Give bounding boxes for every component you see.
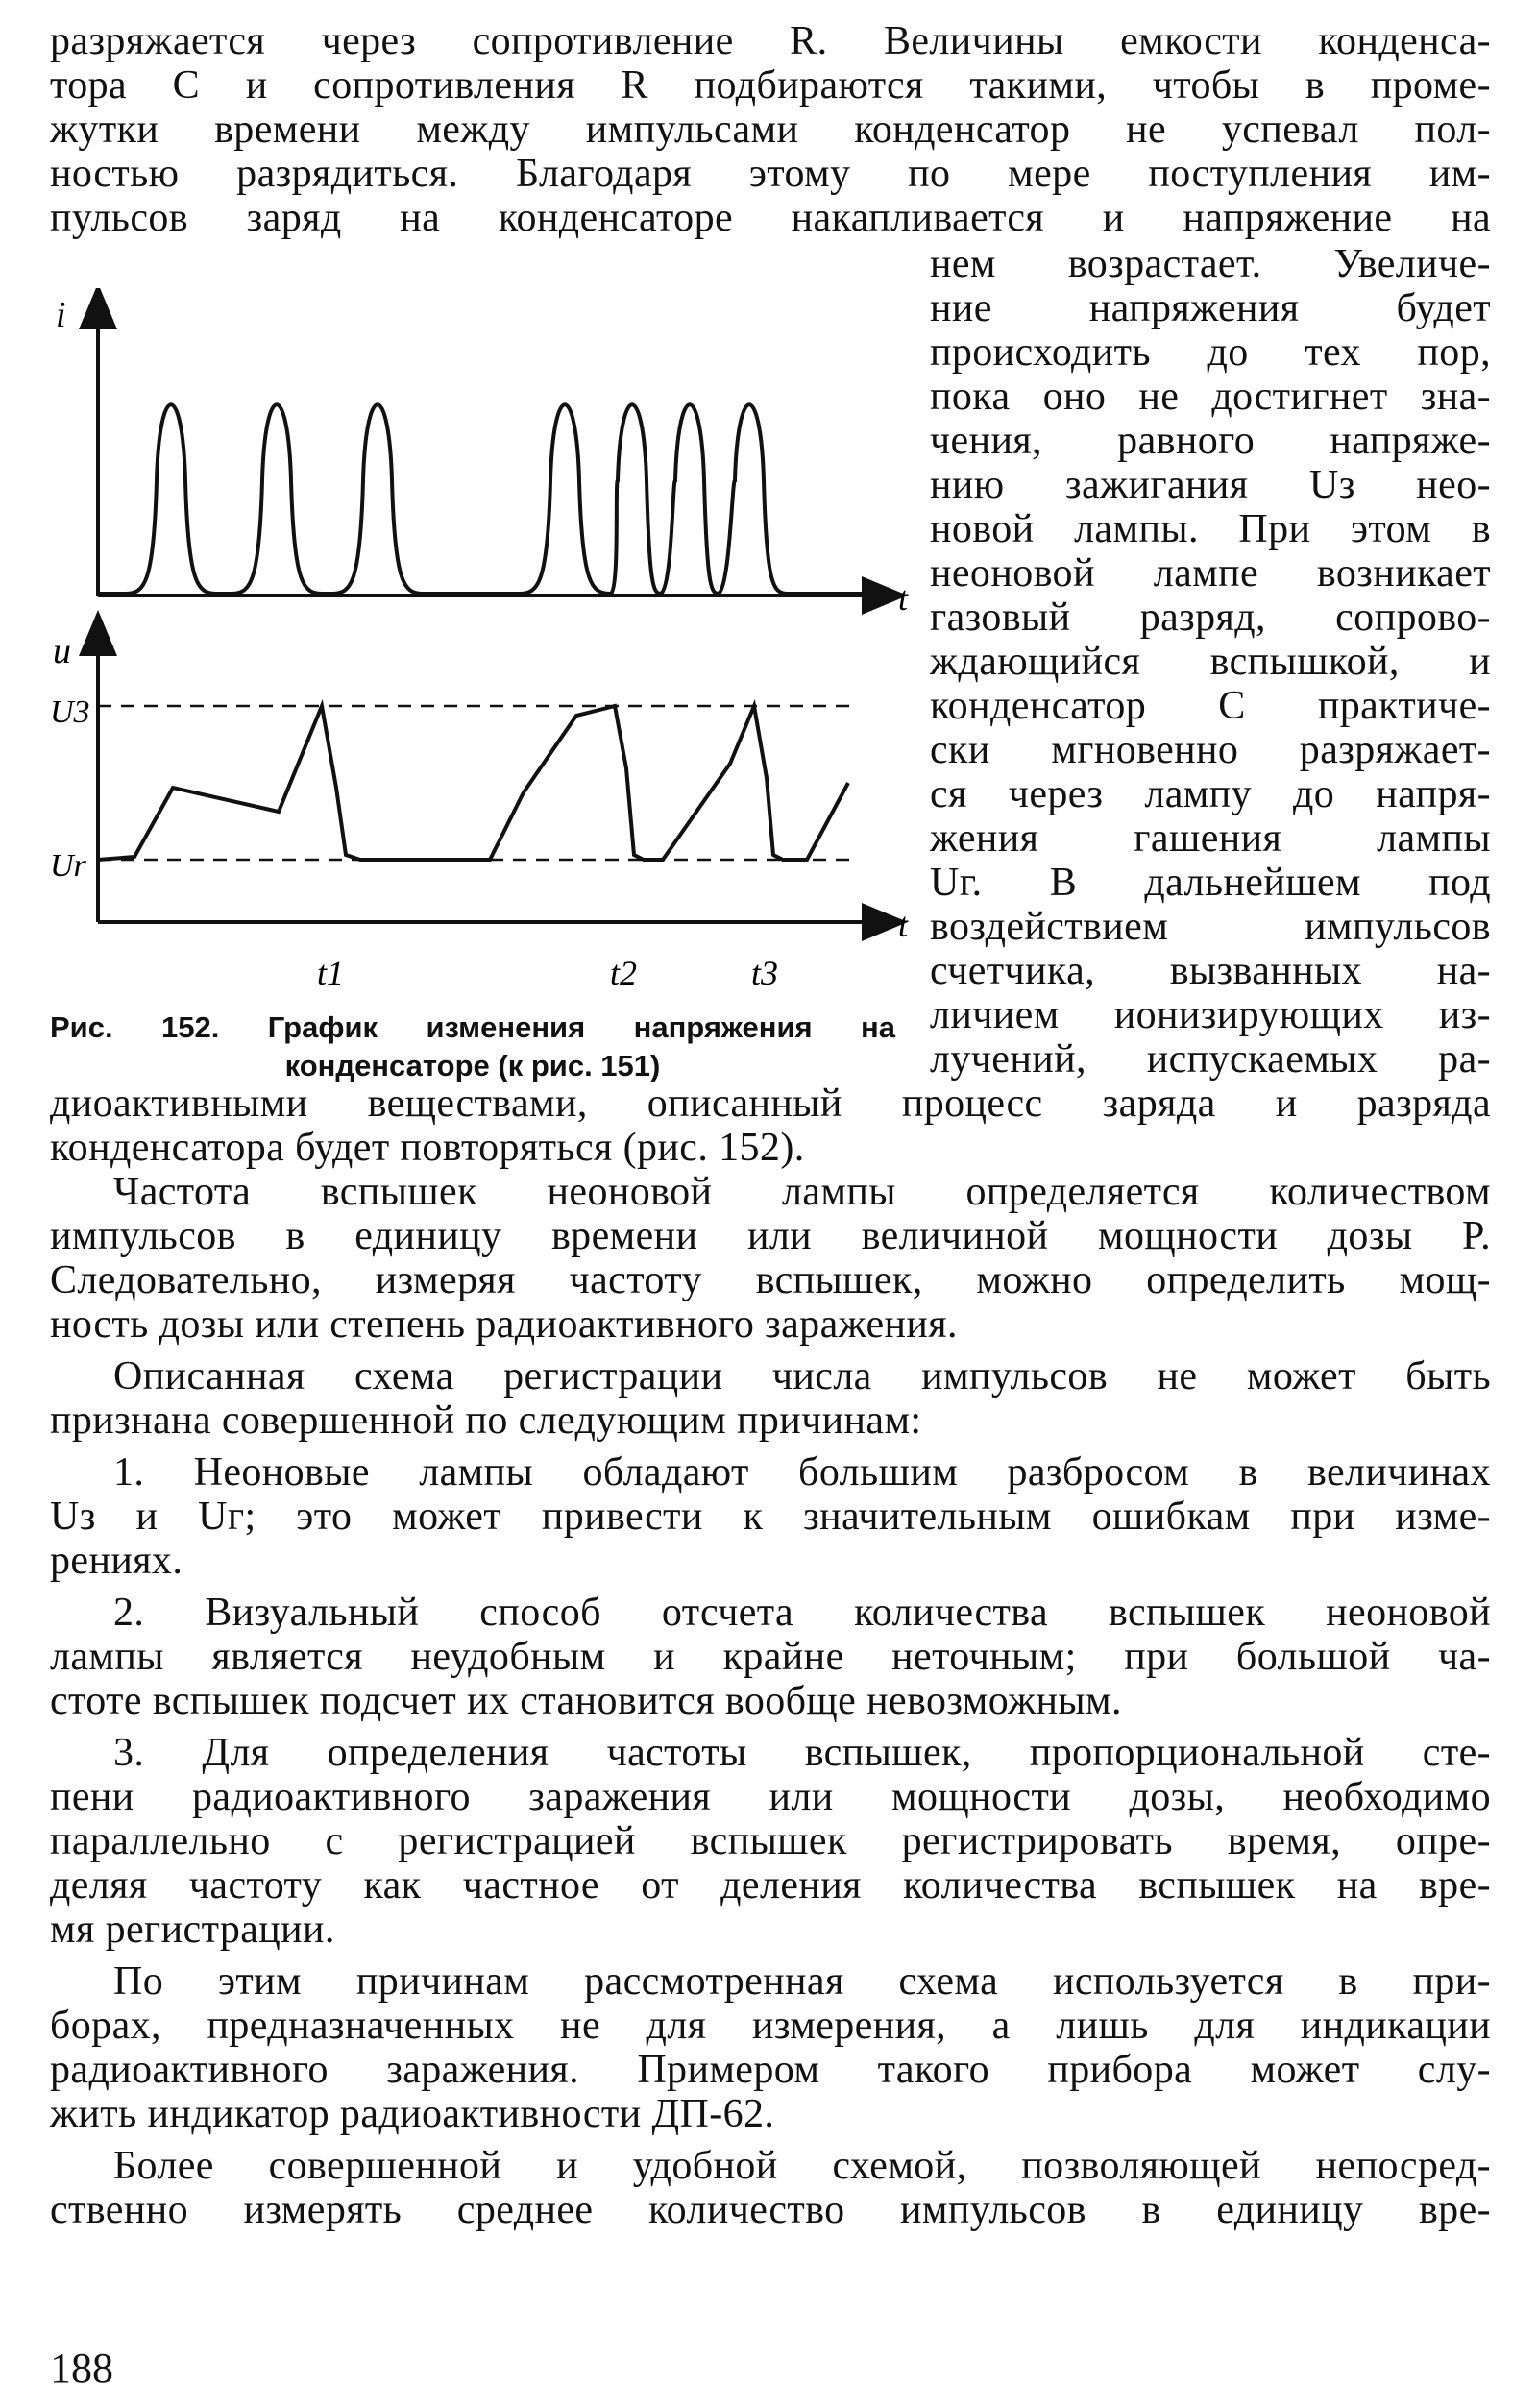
side-text-line: жения гашения лампы	[930, 816, 1491, 861]
side-text-line: ся через лампу до напря-	[930, 772, 1491, 816]
label-t-top: t	[898, 579, 909, 618]
text-line: пульсов заряд на конденсаторе накапливается и напряжение на	[50, 196, 1491, 240]
text-line: импульсов в единицу времени или величиной мощности дозы P.	[50, 1214, 1491, 1258]
caption-line: конденсаторе (к рис. 151)	[284, 1049, 661, 1082]
text-line: Следовательно, измеряя частоту вспышек, можно определить мощ-	[50, 1258, 1491, 1302]
text-line: параллельно с регистрацией вспышек регистрировать время, опре-	[50, 1819, 1491, 1863]
text-line: стоте вспышек подсчет их становится вообще невозможным.	[50, 1679, 1122, 1723]
side-text-line: новой лампы. При этом в	[930, 507, 1491, 551]
side-text-line: нем возрастает. Увеличе-	[930, 242, 1491, 286]
label-ur: Ur	[50, 848, 86, 884]
text-line: 2. Визуальный способ отсчета количества вспышек неоновой	[113, 1591, 1491, 1635]
side-text-line: конденсатор С практиче-	[930, 684, 1491, 728]
text-line: лампы является неудобным и крайне неточным; при большой ча-	[50, 1635, 1491, 1679]
text-line: конденсатора будет повторяться (рис. 152).	[50, 1126, 805, 1170]
text-line: Uз и Uг; это может привести к значительным ошибкам при изме-	[50, 1495, 1491, 1539]
label-u: u	[53, 631, 71, 671]
side-text-line: газовый разряд, сопрово-	[930, 596, 1491, 640]
text-line: 1. Неоновые лампы обладают большим разбросом в величинах	[113, 1450, 1491, 1495]
label-i: i	[56, 295, 66, 335]
text-line: ственно измерять среднее количество импульсов в единицу вре-	[50, 2188, 1491, 2232]
text-line: По этим причинам рассмотренная схема используется в при-	[113, 1959, 1491, 2004]
text-line: пени радиоактивного заражения или мощности дозы, необходимо	[50, 1775, 1491, 1819]
label-t-bottom: t	[898, 906, 909, 944]
side-text-line: пока оно не достигнет зна-	[930, 375, 1491, 419]
side-text-line: личием ионизирующих из-	[930, 993, 1491, 1037]
voltage-curve	[98, 706, 848, 860]
label-u3: U3	[50, 694, 90, 730]
text-line: Частота вспышек неоновой лампы определяется количеством	[113, 1170, 1491, 1214]
side-text-line: ждающийся вспышкой, и	[930, 640, 1491, 684]
side-text-line: лучений, испускаемых ра-	[930, 1037, 1491, 1082]
side-text-line: счетчика, вызванных на-	[930, 949, 1491, 993]
pulse-train	[98, 404, 884, 594]
page-number: 188	[50, 2345, 113, 2392]
text-line: жить индикатор радиоактивности ДП-62.	[50, 2092, 775, 2136]
side-text-line: Uг. В дальнейшем под	[930, 861, 1491, 905]
text-line: разряжается через сопротивление R. Величины емкости конденса-	[50, 19, 1491, 63]
side-text-line: ние напряжения будет	[930, 286, 1491, 330]
text-line: деляя частоту как частное от деления количества вспышек на вре-	[50, 1863, 1491, 1908]
side-text-line: ски мгновенно разряжает-	[930, 728, 1491, 772]
side-text-line: воздействием импульсов	[930, 905, 1491, 949]
text-line: Более совершенной и удобной схемой, позволяющей непосред-	[113, 2144, 1491, 2188]
figure-caption	[50, 1009, 895, 1085]
side-text-line: нию зажигания Uз нео-	[930, 463, 1491, 507]
text-line: ность дозы или степень радиоактивного заражения.	[50, 1302, 958, 1347]
text-line: радиоактивного заражения. Примером такого прибора может слу-	[50, 2048, 1491, 2092]
text-line: борах, предназначенных не для измерения, а лишь для индикации	[50, 2004, 1491, 2048]
text-line: ностью разрядиться. Благодаря этому по мере поступления им-	[50, 152, 1491, 196]
label-t1: t1	[317, 954, 345, 992]
label-t3: t3	[751, 954, 779, 992]
text-line: рениях.	[50, 1539, 183, 1583]
figure-152	[38, 288, 922, 999]
text-line: тора С и сопротивления R подбираются такими, чтобы в проме-	[50, 63, 1491, 108]
side-text-line: неоновой лампе возникает	[930, 551, 1491, 596]
text-line: мя регистрации.	[50, 1908, 335, 1952]
text-line: признана совершенной по следующим причинам:	[50, 1399, 922, 1443]
side-text-line: чения, равного напряже-	[930, 419, 1491, 463]
text-line: жутки времени между импульсами конденсатор не успевал пол-	[50, 108, 1491, 152]
text-line: 3. Для определения частоты вспышек, пропорциональной сте-	[113, 1731, 1491, 1775]
label-t2: t2	[610, 954, 638, 992]
caption-line: Рис. 152. График изменения напряжения на	[50, 1010, 895, 1044]
text-line: Описанная схема регистрации числа импульсов не может быть	[113, 1354, 1491, 1399]
text-line: диоактивными веществами, описанный процесс заряда и разряда	[50, 1082, 1491, 1126]
side-text-line: происходить до тех пор,	[930, 330, 1491, 375]
